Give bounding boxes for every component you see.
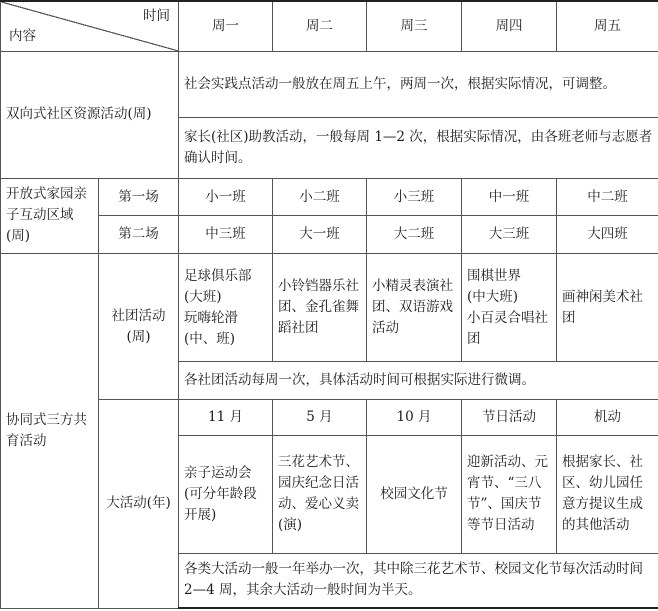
month-header: 5 月 [273, 399, 367, 435]
class-cell: 小三班 [367, 178, 462, 216]
class-cell: 大二班 [367, 216, 462, 254]
club-cell [273, 254, 367, 361]
month-header: 11 月 [179, 399, 273, 435]
class-cell: 大四班 [557, 216, 658, 254]
header-row [1, 1, 658, 52]
club-cell [179, 254, 273, 361]
clubs-row [1, 254, 658, 361]
month-header: 10 月 [367, 399, 462, 435]
header-corner-cell [1, 1, 179, 52]
club-line: 小百灵合唱社团 [467, 309, 548, 347]
clubs-note: 各社团活动每周一次，具体活动时间可根据实际进行微调。 [179, 361, 658, 399]
club-line: 小精灵表演社团、双语游戏活动 [372, 278, 453, 337]
community-note: 家长(社区)助教活动，一般每周 1—2 次，根据实际情况，由各班老师与志愿者确认时间。 [179, 118, 658, 178]
class-cell: 小二班 [273, 178, 367, 216]
open-area-row-1 [1, 178, 658, 216]
clubs-label: 社团活动(周) [99, 254, 179, 399]
open-area-row-2 [1, 216, 658, 254]
class-cell: 大一班 [273, 216, 367, 254]
community-note: 社会实践点活动一般放在周五上午，两周一次，根据实际情况，可调整。 [179, 52, 658, 118]
big-activity-cell: 亲子运动会(可分年龄段开展) [179, 435, 273, 553]
class-cell: 大三班 [462, 216, 557, 254]
big-activity-cell: 根据家长、社区、幼儿园任意方提议生成的其他活动 [557, 435, 658, 553]
big-activity-cell: 校园文化节 [367, 435, 462, 553]
open-area-section-title: 开放式家园亲子互动区域(周) [1, 178, 99, 254]
club-line: (中大班) [467, 288, 519, 305]
club-cell [557, 254, 658, 361]
class-cell: 中二班 [557, 178, 658, 216]
collab-section-title: 协同式三方共育活动 [1, 254, 99, 608]
session-label: 第二场 [99, 216, 179, 254]
class-cell: 中一班 [462, 178, 557, 216]
club-line: 围棋世界 [467, 267, 521, 284]
club-cell [367, 254, 462, 361]
club-line: (中、班) [184, 330, 236, 347]
club-line: 玩嗨轮滑 [184, 309, 238, 326]
day-header: 周三 [367, 1, 462, 52]
content-header: 内容 [9, 28, 36, 45]
club-line: 足球俱乐部 [184, 267, 252, 284]
month-header: 机动 [557, 399, 658, 435]
month-header: 节日活动 [462, 399, 557, 435]
class-cell: 小一班 [179, 178, 273, 216]
club-line: 画神闲美术社团 [562, 288, 643, 326]
big-activity-cell: 迎新活动、元宵节、“三八节”、国庆节等节日活动 [462, 435, 557, 553]
club-line: 小铃铛器乐社团、金孔雀舞蹈社团 [278, 278, 359, 337]
big-activity-label: 大活动(年) [99, 399, 179, 608]
community-row-1 [1, 52, 658, 118]
day-header: 周一 [179, 1, 273, 52]
big-activity-note: 各类大活动一般一年举办一次，其中除三花艺术节、校园文化节每次活动时间 2—4 周，其余大活动一般时间为半天。 [179, 553, 658, 608]
day-header: 周五 [557, 1, 658, 52]
big-activity-cell: 三花艺术节、园庆纪念日活动、爱心义卖(演) [273, 435, 367, 553]
day-header: 周四 [462, 1, 557, 52]
club-cell [462, 254, 557, 361]
big-activity-header-row [1, 399, 658, 435]
day-header: 周二 [273, 1, 367, 52]
community-section-title: 双向式社区资源活动(周) [1, 52, 179, 178]
session-label: 第一场 [99, 178, 179, 216]
class-cell: 中三班 [179, 216, 273, 254]
club-line: (大班) [184, 288, 222, 305]
time-header: 时间 [143, 8, 170, 24]
